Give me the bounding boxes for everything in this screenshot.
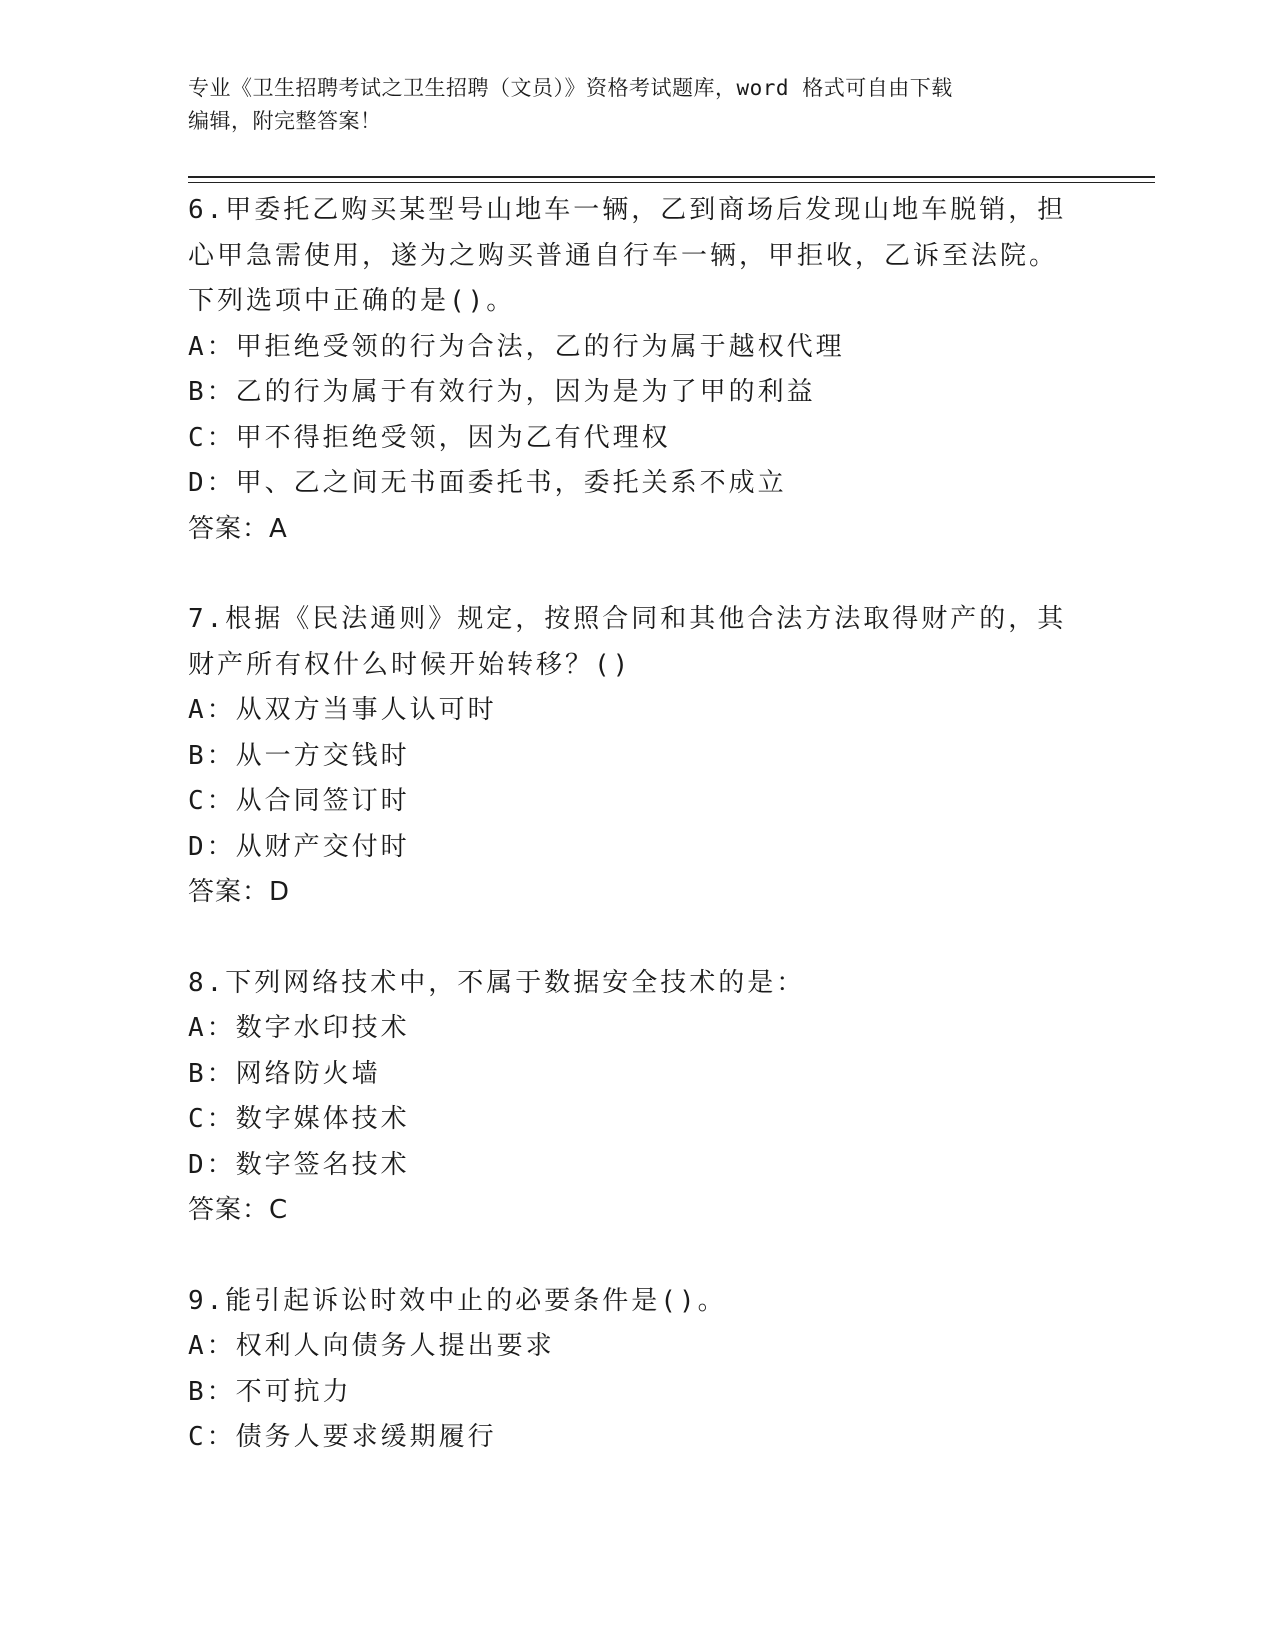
header-line-1: 专业《卫生招聘考试之卫生招聘（文员）》资格考试题库，word 格式可自由下载 xyxy=(188,76,953,100)
option-b: B：网络防火墙 xyxy=(188,1058,381,1089)
answer-line xyxy=(188,1188,1148,1234)
answer-line xyxy=(188,507,1148,553)
document-header xyxy=(188,72,1088,138)
option-b: B：从一方交钱时 xyxy=(188,740,410,771)
question-7 xyxy=(188,597,1148,916)
question-list xyxy=(188,188,1148,1506)
question-6 xyxy=(188,188,1148,552)
question-stem-line: 6.甲委托乙购买某型号山地车一辆，乙到商场后发现山地车脱销，担 xyxy=(188,195,1067,225)
option-b: B：乙的行为属于有效行为，因为是为了甲的利益 xyxy=(188,377,816,407)
answer-line xyxy=(188,870,1148,916)
question-stem-line: 7.根据《民法通则》规定，按照合同和其他合法方法取得财产的，其 xyxy=(188,604,1067,634)
option-c: C：债务人要求缓期履行 xyxy=(188,1422,497,1452)
question-9 xyxy=(188,1279,1148,1461)
answer-label: 答案： xyxy=(188,877,270,907)
option-c: C：甲不得拒绝受领，因为乙有代理权 xyxy=(188,422,671,453)
option-a: A：从双方当事人认可时 xyxy=(188,695,497,725)
option-c: C：从合同签订时 xyxy=(188,786,410,816)
answer-label: 答案： xyxy=(188,1195,270,1225)
option-b: B：不可抗力 xyxy=(188,1376,352,1407)
option-d: D：数字签名技术 xyxy=(188,1149,410,1180)
answer-value: D xyxy=(269,877,291,907)
question-stem-line: 下列选项中正确的是()。 xyxy=(188,286,516,316)
option-c: C：数字媒体技术 xyxy=(188,1104,410,1134)
header-divider-thin xyxy=(188,182,1155,183)
option-d: D：甲、乙之间无书面委托书，委托关系不成立 xyxy=(188,468,787,498)
option-a: A：权利人向债务人提出要求 xyxy=(188,1331,555,1361)
question-8 xyxy=(188,961,1148,1234)
answer-value: A xyxy=(269,513,288,544)
option-d: D：从财产交付时 xyxy=(188,831,410,862)
question-stem-line: 财产所有权什么时候开始转移？() xyxy=(188,649,632,680)
option-a: A：数字水印技术 xyxy=(188,1013,410,1043)
option-a: A：甲拒绝受领的行为合法，乙的行为属于越权代理 xyxy=(188,331,845,362)
header-line-2: 编辑，附完整答案！ xyxy=(188,109,382,133)
answer-label: 答案： xyxy=(188,513,270,544)
question-stem-line: 8.下列网络技术中，不属于数据安全技术的是： xyxy=(188,967,806,998)
header-divider-thick xyxy=(188,176,1155,178)
question-stem-line: 9.能引起诉讼时效中止的必要条件是()。 xyxy=(188,1285,727,1316)
answer-value: C xyxy=(269,1195,289,1225)
question-stem-line: 心甲急需使用，遂为之购买普通自行车一辆，甲拒收，乙诉至法院。 xyxy=(188,240,1059,271)
